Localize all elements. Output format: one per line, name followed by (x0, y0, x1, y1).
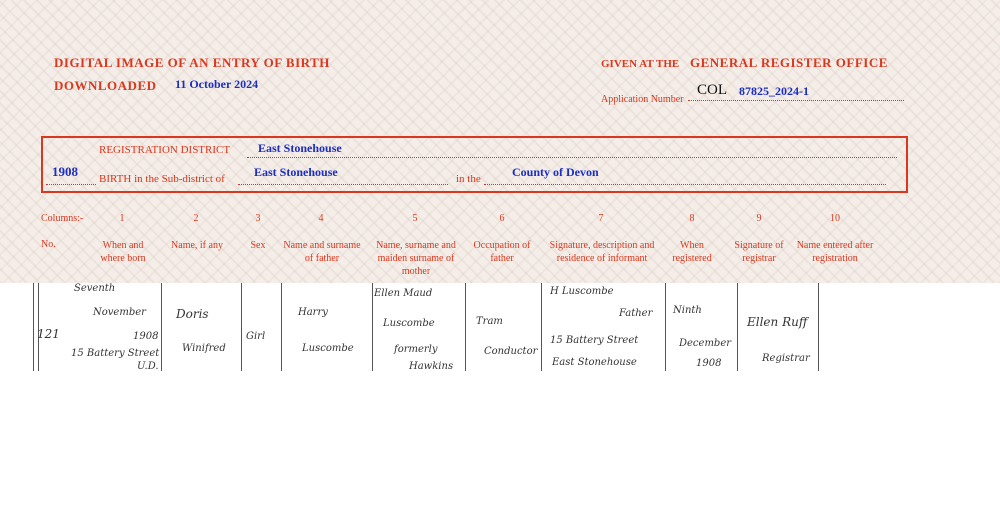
application-dotline (688, 100, 904, 101)
child-first-name: Doris (176, 307, 209, 321)
application-number-label: Application Number (601, 94, 684, 105)
downloaded-label: DOWNLOADED (54, 78, 157, 93)
informant-signature: H Luscombe (550, 286, 614, 297)
given-at-label: GIVEN AT THE (601, 58, 680, 70)
gro-label: GENERAL REGISTER OFFICE (690, 55, 888, 70)
column-number: 3 (255, 213, 261, 224)
column-number: 10 (830, 213, 840, 224)
entry-row (33, 283, 819, 371)
when-born-day: Seventh (74, 283, 116, 294)
column-divider (665, 283, 666, 371)
column-number: 4 (318, 213, 324, 224)
column-divider (541, 283, 542, 371)
certificate-title: DIGITAL IMAGE OF AN ENTRY OF BIRTH (54, 55, 330, 70)
column-header-name: Name, if any (171, 240, 223, 251)
when-born-year: 1908 (133, 331, 159, 342)
registration-district-label: REGISTRATION DISTRICT (99, 144, 231, 156)
county-dotline (484, 184, 886, 185)
column-number: 7 (598, 213, 604, 224)
occupation-line2: Conductor (484, 346, 538, 357)
column-header-sex: Sex (250, 240, 266, 251)
column-number: 9 (756, 213, 762, 224)
column-divider (281, 283, 282, 371)
column-divider (241, 283, 242, 371)
column-divider (737, 283, 738, 371)
county-value: County of Devon (512, 165, 599, 179)
downloaded-date: 11 October 2024 (175, 77, 259, 91)
father-forename: Harry (298, 307, 328, 318)
informant-description: Father (619, 308, 653, 319)
district-dotline (247, 157, 897, 158)
subdistrict-dotline (238, 184, 448, 185)
no-label: No. (41, 239, 56, 250)
in-the-label: in the (456, 173, 481, 185)
registered-month: December (679, 338, 732, 349)
registrar-title: Registrar (762, 353, 810, 364)
column-divider (372, 283, 373, 371)
mother-maiden-surname: Hawkins (409, 361, 454, 372)
columns-label: Columns:- (41, 213, 84, 224)
column-header-registered: When registered (672, 240, 712, 264)
column-number: 6 (499, 213, 505, 224)
informant-address: 15 Battery Street (550, 335, 639, 346)
when-born-month: November (93, 307, 146, 318)
registered-day: Ninth (673, 305, 702, 316)
column-divider (465, 283, 466, 371)
col-prefix: COL (697, 82, 727, 98)
column-divider (161, 283, 162, 371)
column-header-mother: Name, surname and maiden surname of mother (376, 240, 456, 277)
entry-number: 121 (37, 327, 60, 341)
year-dotline (46, 184, 96, 185)
registration-district-value: East Stonehouse (258, 141, 342, 155)
column-number: 2 (193, 213, 199, 224)
column-divider (818, 283, 819, 371)
mother-forenames: Ellen Maud (374, 288, 433, 299)
column-number: 1 (119, 213, 125, 224)
where-born: 15 Battery Street (71, 348, 160, 359)
column-header-when-born: When and where born (100, 240, 146, 264)
child-sex: Girl (246, 331, 266, 342)
informant-town: East Stonehouse (552, 357, 637, 368)
registration-year: 1908 (52, 164, 78, 179)
registrar-signature: Ellen Ruff (747, 315, 808, 329)
where-born-ud: U.D. (137, 361, 159, 372)
column-header-name-after: Name entered after registration (796, 240, 874, 264)
column-number: 5 (412, 213, 418, 224)
child-middle-name: Winifred (182, 343, 226, 354)
mother-formerly: formerly (394, 344, 438, 355)
subdistrict-value: East Stonehouse (254, 165, 338, 179)
column-header-occupation: Occupation of father (473, 240, 531, 264)
column-header-informant: Signature, description and residence of informant (549, 240, 655, 264)
father-surname: Luscombe (302, 343, 354, 354)
subdistrict-label: BIRTH in the Sub-district of (99, 173, 225, 185)
application-number: 87825_2024-1 (739, 84, 809, 98)
column-divider (33, 283, 34, 371)
column-header-registrar: Signature of registrar (734, 240, 784, 264)
occupation-line1: Tram (476, 316, 503, 327)
column-header-father: Name and surname of father (283, 240, 361, 264)
registered-year: 1908 (696, 358, 722, 369)
column-number: 8 (689, 213, 695, 224)
mother-surname: Luscombe (383, 318, 435, 329)
